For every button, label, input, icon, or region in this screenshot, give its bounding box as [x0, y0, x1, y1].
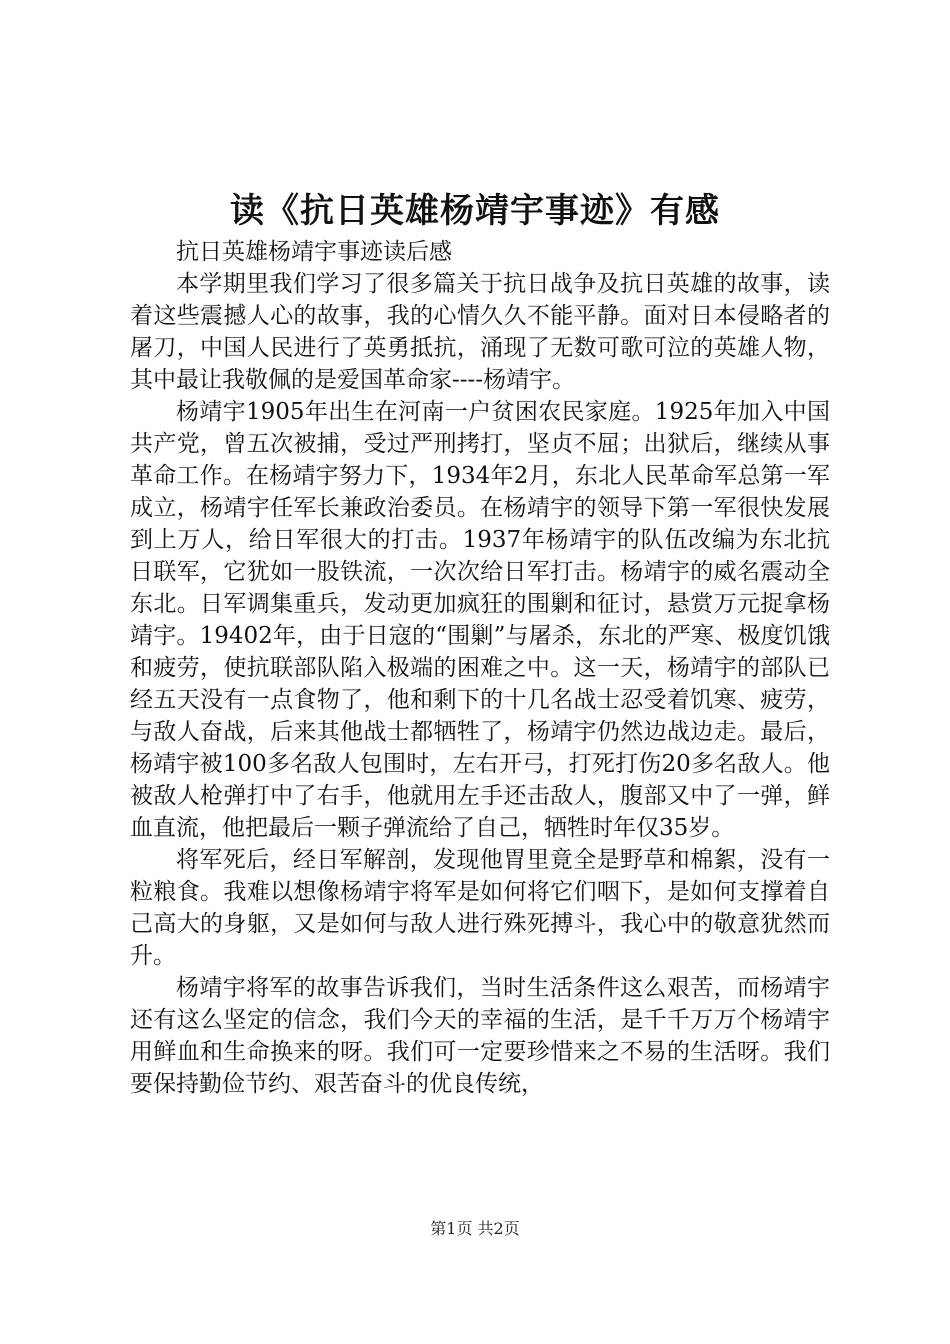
- document-title: 读《抗日英雄杨靖宇事迹》有感: [230, 191, 720, 231]
- paragraph-autopsy: 将军死后，经日军解剖，发现他胃里竟全是野草和棉絮，没有一粒粮食。我难以想像杨靖宇将军是如何将它们咽下，是如何支撑着自己高大的身躯，又是如何与敌人进行殊死搏斗，我心中的敬意犹然而升。: [130, 847, 830, 969]
- subtitle-paragraph: 抗日英雄杨靖宇事迹读后感: [176, 239, 452, 265]
- paragraph-biography: 杨靖宇1905年出生在河南一户贫困农民家庭。1925年加入中国共产党，曾五次被捕，受过严刑拷打，坚贞不屈；出狱后，继续从事革命工作。在杨靖宇努力下，1934年2月，东北人民革命军总第一军成立，杨靖宇任军长兼政治委员。在杨靖宇的领导下第一军很快发展到上万人，给日军很大的打击。1937年杨靖宇的队伍改编为东北抗日联军，它犹如一股铁流，一次次给日军打击。杨靖宇的威名震动全东北。日军调集重兵，发动更加疯狂的围剿和征讨，悬赏万元捉拿杨靖宇。19402年，由于日寇的“围剿”与屠杀，东北的严寒、极度饥饿和疲劳，使抗联部队陷入极端的困难之中。这一天，杨靖宇的部队已经五天没有一点食物了，他和剩下的十几名战士忍受着饥寒、疲劳，与敌人奋战，后来其他战士都牺牲了，杨靖宇仍然边战边走。最后，杨靖宇被100多名敌人包围时，左右开弓，打死打伤20多名敌人。他被敌人枪弹打中了右手，他就用左手还击敌人，腹部又中了一弹，鲜血直流，他把最后一颗子弹流给了自己，牺牲时年仅35岁。: [130, 399, 830, 841]
- page-footer: 第1页 共2页: [430, 1219, 520, 1238]
- paragraph-lesson: 杨靖宇将军的故事告诉我们，当时生活条件这么艰苦，而杨靖宇还有这么坚定的信念，我们今天的幸福的生活，是千千万万个杨靖宇用鲜血和生命换来的呀。我们可一定要珍惜来之不易的生活呀。我们要保持勤俭节约、艰苦奋斗的优良传统，: [130, 975, 830, 1097]
- paragraph-intro: 本学期里我们学习了很多篇关于抗日战争及抗日英雄的故事，读着这些震撼人心的故事，我的心情久久不能平静。面对日本侵略者的屠刀，中国人民进行了英勇抵抗，涌现了无数可歌可泣的英雄人物，其中最让我敬佩的是爱国革命家----杨靖宇。: [130, 271, 830, 393]
- document-body: [130, 236, 830, 1100]
